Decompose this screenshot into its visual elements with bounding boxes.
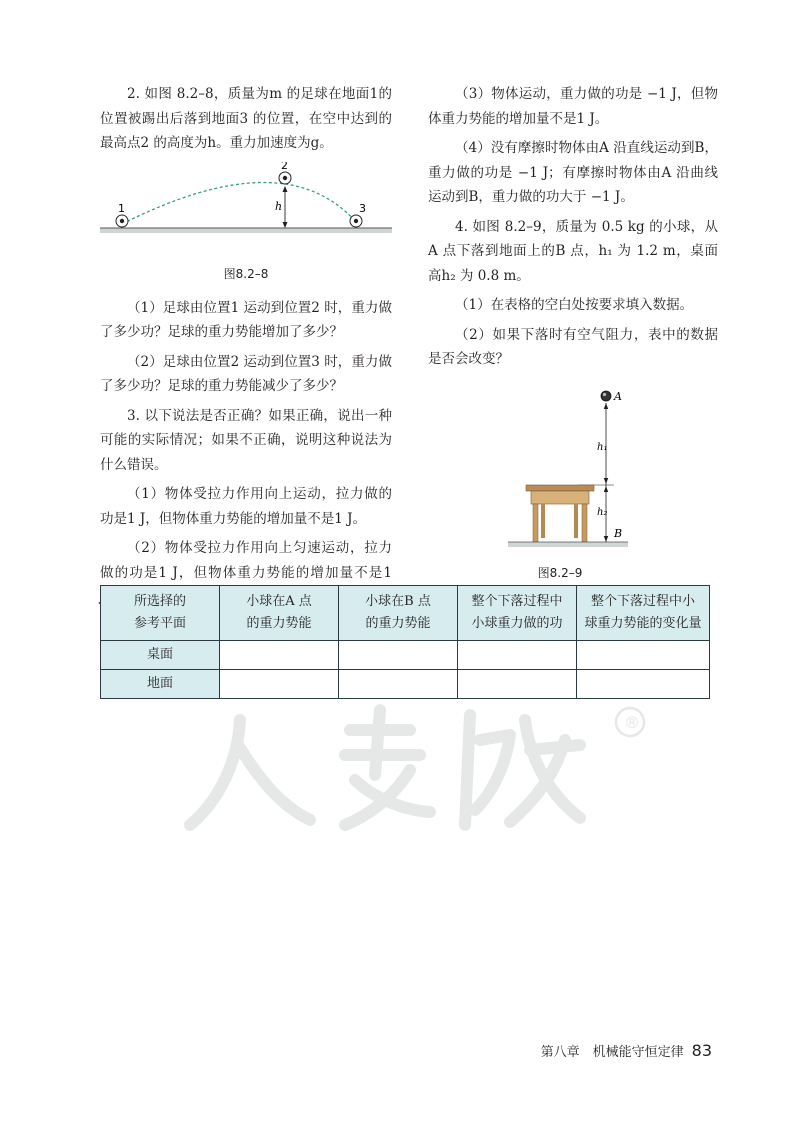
floor-surface bbox=[508, 542, 628, 547]
table-row bbox=[101, 641, 710, 670]
question-2-part-1: （1）足球由位置1 运动到位置2 时，重力做了多少功？足球的重力势能增加了多少？ bbox=[100, 299, 392, 340]
falling-ball-diagram bbox=[428, 386, 718, 556]
question-3-part-2: （2）物体受拉力作用向上匀速运动，拉力做的功是1 J，但物体重力势能的增加量不是1 bbox=[100, 540, 392, 581]
watermark-logo-strokes bbox=[190, 710, 580, 825]
row-label-ground: 地面 bbox=[101, 670, 220, 699]
question-4-intro: 4. 如图 8.2–9，质量为 0.5 kg 的小球，从A 点下落到地面上的B 点，h₁ 为 1.2 m，桌面高h₂ 为 0.8 m。 bbox=[428, 218, 718, 284]
ground-surface bbox=[100, 228, 392, 233]
height-arrow-head-up bbox=[283, 186, 288, 192]
figure-8-2-9-caption: 图8.2–9 bbox=[537, 565, 583, 580]
question-3-intro: 3. 以下说法是否正确？如果正确，说出一种可能的实际情况；如果不正确，说明这种说法为什么错误。 bbox=[100, 407, 392, 473]
football-icon-2 bbox=[279, 172, 291, 184]
right-column bbox=[428, 82, 718, 585]
h2-arrow-head-up bbox=[604, 486, 608, 492]
table-cell bbox=[577, 670, 710, 699]
table-cell bbox=[220, 641, 339, 670]
position-label-1: 1 bbox=[118, 201, 125, 215]
table-cell bbox=[339, 670, 458, 699]
header-work-by-gravity: 整个下落过程中 小球重力做的功 bbox=[458, 586, 577, 641]
table-cell bbox=[220, 670, 339, 699]
table-row bbox=[101, 670, 710, 699]
question-2-intro: 2. 如图 8.2–8，质量为m 的足球在地面1的位置被踢出后落到地面3 的位置，在空中达到的最高点2 的高度为h。重力加速度为g。 bbox=[100, 86, 392, 151]
header-potential-change: 整个下落过程中小 球重力势能的变化量 bbox=[577, 586, 710, 641]
question-3-part-4: （4）没有摩擦时物体由A 沿直线运动到B，重力做的功是 −1 J；有摩擦时物体由A 沿曲线运动到B，重力做的功大于 −1 J。 bbox=[428, 140, 718, 205]
point-label-a: A bbox=[614, 389, 622, 403]
point-label-b: B bbox=[614, 526, 623, 540]
table-illustration bbox=[526, 485, 594, 542]
page-footer bbox=[541, 1041, 712, 1060]
figure-8-2-8 bbox=[100, 162, 392, 290]
h2-arrow-head-down bbox=[604, 536, 608, 542]
question-3-part-3: （3）物体运动，重力做的功是 −1 J，但物体重力势能的增加量不是1 J。 bbox=[428, 86, 718, 127]
ball-icon bbox=[601, 391, 611, 401]
figure-8-2-9 bbox=[428, 386, 718, 586]
h1-arrow-head-down bbox=[604, 478, 608, 484]
header-reference-plane: 所选择的 参考平面 bbox=[101, 586, 220, 641]
header-potential-at-a: 小球在A 点 的重力势能 bbox=[220, 586, 339, 641]
football-icon-1 bbox=[116, 215, 128, 227]
table-cell bbox=[458, 670, 577, 699]
row-label-desk: 桌面 bbox=[101, 641, 220, 670]
table-cell bbox=[577, 641, 710, 670]
chapter-title: 第八章 机械能守恒定律 bbox=[540, 1045, 684, 1060]
height-label-h: h bbox=[275, 199, 283, 213]
table-header-row bbox=[101, 586, 710, 641]
height-label-h2: h₂ bbox=[597, 506, 608, 518]
height-label-h1: h₁ bbox=[597, 441, 608, 453]
header-potential-at-b: 小球在B 点 的重力势能 bbox=[339, 586, 458, 641]
position-label-2: 2 bbox=[281, 161, 288, 172]
question-3-part-1: （1）物体受拉力作用向上运动，拉力做的功是1 J，但物体重力势能的增加量不是1 J。 bbox=[100, 486, 392, 527]
publisher-watermark bbox=[180, 700, 650, 840]
registered-mark-text: ® bbox=[624, 713, 640, 732]
trajectory-path bbox=[122, 182, 356, 224]
h1-arrow-head-up bbox=[604, 403, 608, 409]
football-trajectory-diagram bbox=[100, 162, 392, 262]
page-number: 83 bbox=[691, 1041, 712, 1060]
table-cell bbox=[339, 641, 458, 670]
position-label-3: 3 bbox=[359, 201, 366, 215]
height-arrow-head-down bbox=[283, 222, 288, 228]
question-4-part-2: （2）如果下落时有空气阻力，表中的数据是否会改变？ bbox=[428, 326, 718, 367]
registered-mark-icon bbox=[616, 708, 644, 736]
left-column bbox=[100, 82, 392, 610]
energy-data-table bbox=[100, 585, 710, 699]
question-2-part-2: （2）足球由位置2 运动到位置3 时，重力做了多少功？足球的重力势能减少了多少？ bbox=[100, 353, 392, 394]
football-icon-3 bbox=[350, 215, 362, 227]
figure-8-2-8-caption: 图8.2–8 bbox=[223, 266, 269, 281]
question-4-part-1: （1）在表格的空白处按要求填入数据。 bbox=[455, 297, 694, 313]
table-cell bbox=[458, 641, 577, 670]
